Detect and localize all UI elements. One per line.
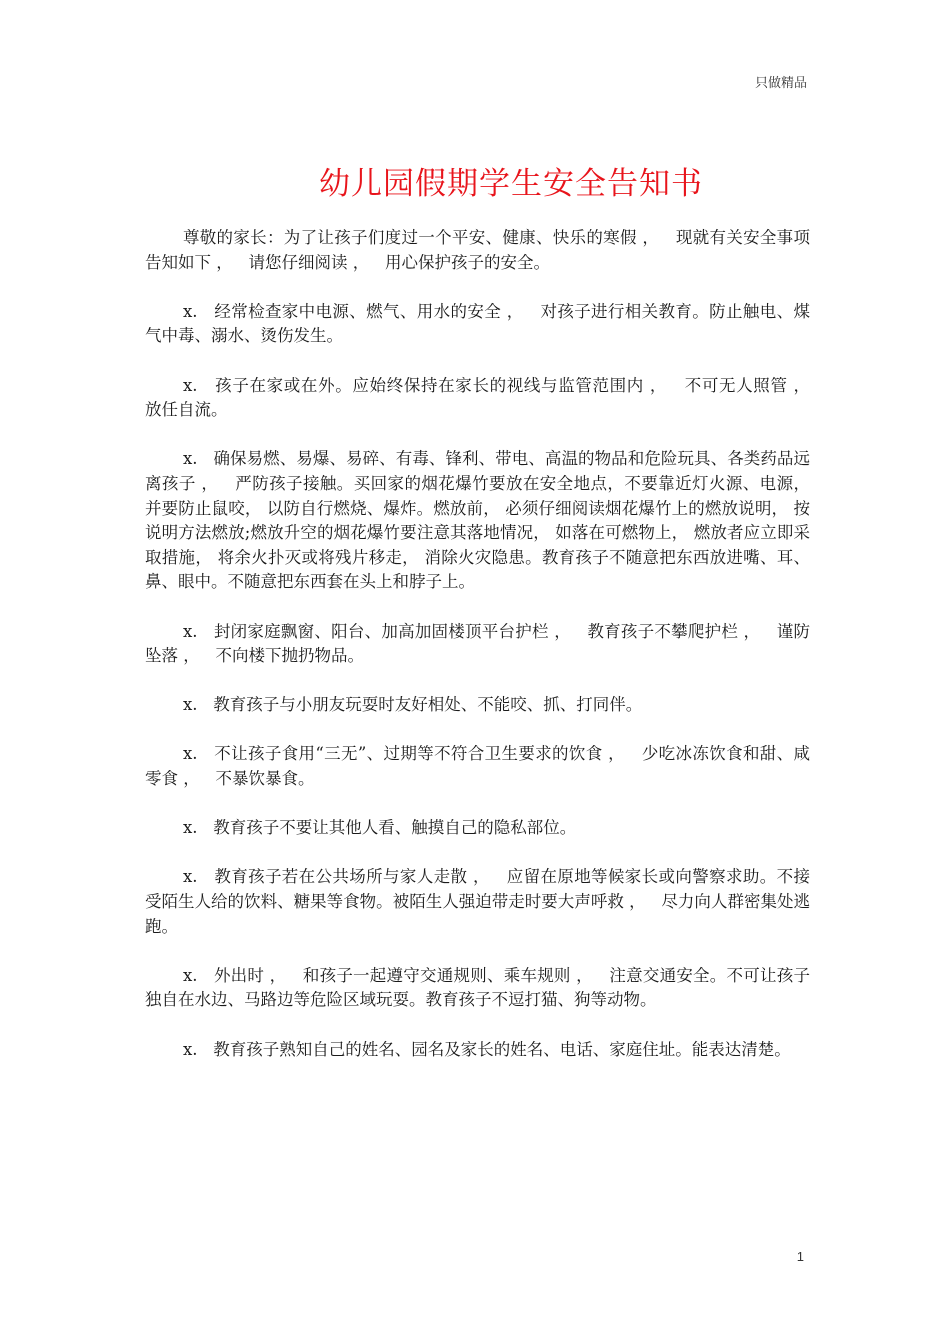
paragraph-item: x. 封闭家庭飘窗、阳台、加高加固楼顶平台护栏 ， 教育孩子不攀爬护栏 ， 谨防坠落 ， 不向楼下抛扔物品。: [145, 621, 810, 666]
paragraph-greeting: 尊敬的家长：为了让孩子们度过一个平安、健康、快乐的寒假 ， 现就有关安全事项告知如下 ， 请您仔细阅读 ， 用心保护孩子的安全。: [145, 228, 810, 272]
paragraph-item: x. 教育孩子不要让其他人看、触摸自己的隐私部位。: [182, 818, 577, 838]
paragraph-item: x. 外出时 ， 和孩子一起遵守交通规则、乘车规则 ， 注意交通安全。不可让孩子独自在水边、马路边等危险区域玩耍。教育孩子不逗打猫、狗等动物。: [145, 965, 810, 1010]
document-title: 幼儿园假期学生安全告知书: [319, 166, 703, 202]
paragraph-item: x. 经常检查家中电源、燃气、用水的安全 ， 对孩子进行相关教育。防止触电、煤气中毒、溺水、烫伤发生。: [145, 301, 810, 346]
header-note: 只做精品: [754, 76, 807, 91]
paragraph-item: x. 教育孩子熟知自己的姓名、园名及家长的姓名、电话、家庭住址。能表达清楚。: [182, 1039, 791, 1059]
document-body: [145, 226, 826, 1087]
paragraph-item: x. 不让孩子食用“三无”、过期等不符合卫生要求的饮食 ， 少吃冰冻饮食和甜、咸零食 ， 不暴饮暴食。: [145, 744, 810, 789]
page-number: 1: [796, 1249, 804, 1264]
paragraph-item: x. 确保易燃、易爆、易碎、有毒、锋利、带电、高温的物品和危险玩具、各类药品远离孩子 ， 严防孩子接触。买回家的烟花爆竹要放在安全地点，不要靠近灯火源、电源， 并要防止鼠咬， 以防自行燃烧、爆炸。燃放前， 必须仔细阅读烟花爆竹上的燃放说明， 按说明方法燃放;燃放升空的烟花爆竹要注意其落地情况， 如落在可燃物上， 燃放者应立即采取措施， 将余火扑灭或将残片移走， 消除火灾隐患。教育孩子不随意把东西放进嘴、耳、鼻、眼中。不随意把东西套在头上和脖子上。: [145, 449, 816, 592]
paragraph-item: x. 教育孩子与小朋友玩耍时友好相处、不能咬、抓、打同伴。: [182, 695, 643, 715]
paragraph-item: x. 孩子在家或在外。应始终保持在家长的视线与监管范围内 ， 不可无人照管 ， 放任自流。: [145, 375, 826, 420]
paragraph-item: x. 教育孩子若在公共场所与家人走散 ， 应留在原地等候家长或向警察求助。不接受陌生人给的饮料、糖果等食物。被陌生人强迫带走时要大声呼救 ， 尽力向人群密集处逃跑。: [145, 867, 810, 936]
